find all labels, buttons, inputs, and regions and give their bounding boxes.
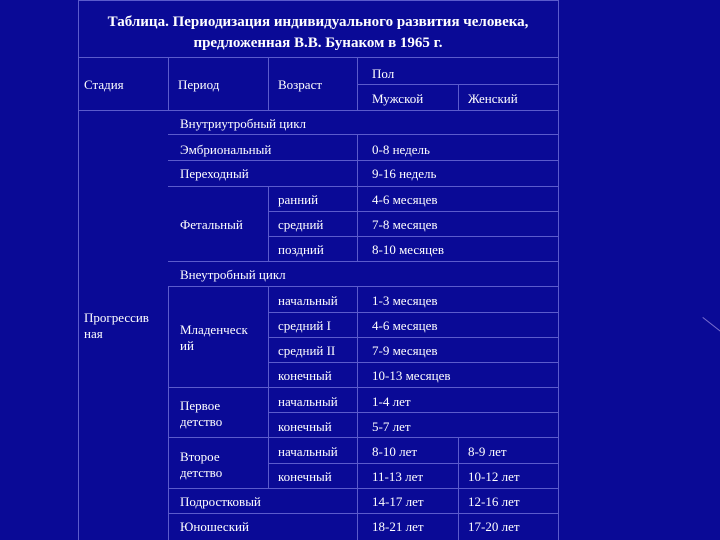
header-female: Женский	[468, 91, 518, 106]
infant-age-middle-1: 4-6 месяцев	[372, 318, 438, 333]
youth-male: 18-21 лет	[372, 519, 424, 534]
infant-age-initial: 1-3 месяцев	[372, 293, 438, 308]
page-title	[78, 12, 558, 54]
section-postnatal: Внеутробный цикл	[180, 267, 286, 282]
stage-progressive	[84, 310, 149, 342]
age-transitional: 9-16 недель	[372, 166, 437, 181]
infant-sub-initial: начальный	[278, 293, 338, 308]
title-line-1: Таблица. Периодизация индивидуального развития человека,	[107, 14, 529, 30]
decorative-line	[702, 317, 720, 336]
age-embryonic: 0-8 недель	[372, 142, 430, 157]
section-prenatal: Внутриутробный цикл	[180, 116, 306, 131]
period-first-childhood	[180, 398, 222, 430]
second-sub-initial: начальный	[278, 444, 338, 459]
infant-sub-middle-2: средний II	[278, 343, 336, 358]
period-youth: Юношеский	[180, 519, 249, 534]
period-infant-line-2: ий	[180, 338, 194, 353]
period-fetal: Фетальный	[180, 217, 243, 232]
second-male-final: 11-13 лет	[372, 469, 424, 484]
fetal-age-middle: 7-8 месяцев	[372, 217, 438, 232]
period-embryonic: Эмбриональный	[180, 142, 272, 157]
youth-female: 17-20 лет	[468, 519, 520, 534]
infant-age-middle-2: 7-9 месяцев	[372, 343, 438, 358]
period-first-childhood-line-2: детство	[180, 414, 223, 429]
second-sub-final: конечный	[278, 469, 332, 484]
stage-progressive-line-2: ная	[84, 326, 103, 341]
adolescent-male: 14-17 лет	[372, 494, 424, 509]
header-period: Период	[178, 77, 220, 92]
period-second-childhood	[180, 449, 222, 481]
period-second-childhood-line-1: Второе	[180, 449, 220, 464]
title-line-2: предложенная В.В. Бунаком в 1965 г.	[193, 35, 443, 51]
adolescent-female: 12-16 лет	[468, 494, 520, 509]
first-age-initial: 1-4 лет	[372, 394, 411, 409]
first-sub-initial: начальный	[278, 394, 338, 409]
header-age: Возраст	[278, 77, 323, 92]
first-sub-final: конечный	[278, 419, 332, 434]
fetal-age-early: 4-6 месяцев	[372, 192, 438, 207]
stage-progressive-line-1: Прогрессив	[84, 310, 149, 325]
second-male-initial: 8-10 лет	[372, 444, 418, 459]
infant-age-final: 10-13 месяцев	[372, 368, 451, 383]
second-female-final: 10-12 лет	[468, 469, 520, 484]
period-first-childhood-line-1: Первое	[180, 398, 221, 413]
fetal-sub-late: поздний	[278, 242, 324, 257]
period-infant-line-1: Младенческ	[180, 322, 248, 337]
infant-sub-middle-1: средний I	[278, 318, 331, 333]
first-age-final: 5-7 лет	[372, 419, 411, 434]
fetal-sub-middle: средний	[278, 217, 324, 232]
second-female-initial: 8-9 лет	[468, 444, 507, 459]
period-infant	[180, 322, 248, 354]
period-adolescent: Подростковый	[180, 494, 261, 509]
header-sex: Пол	[372, 66, 395, 81]
header-stage: Стадия	[84, 77, 124, 92]
fetal-sub-early: ранний	[278, 192, 319, 207]
period-transitional: Переходный	[180, 166, 249, 181]
period-second-childhood-line-2: детство	[180, 465, 223, 480]
fetal-age-late: 8-10 месяцев	[372, 242, 445, 257]
header-male: Мужской	[372, 91, 424, 106]
infant-sub-final: конечный	[278, 368, 332, 383]
